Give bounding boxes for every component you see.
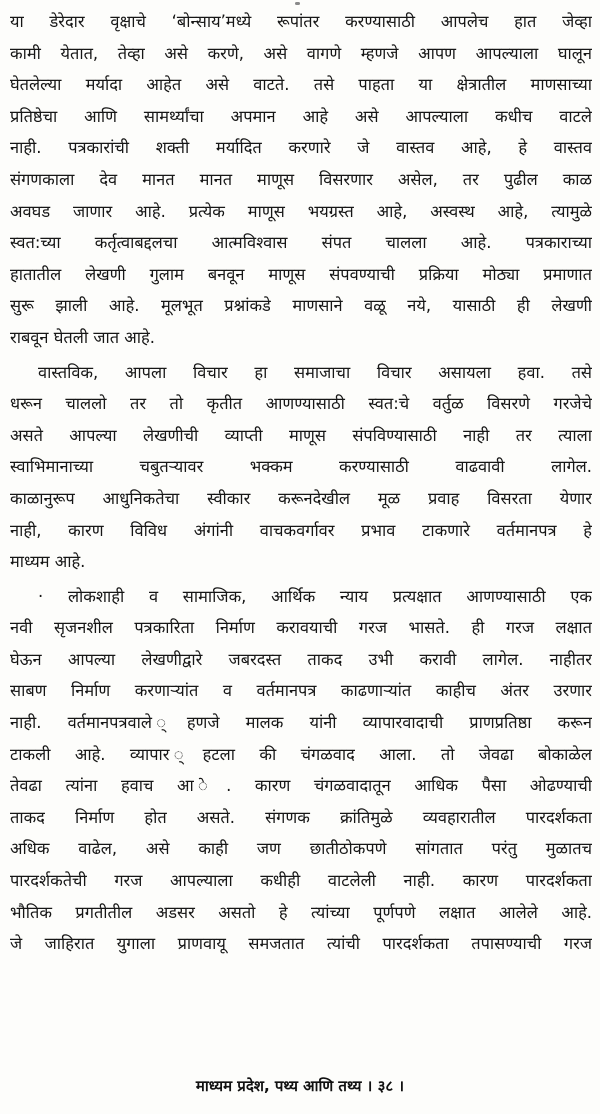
text-line: माध्यम आहे. bbox=[10, 552, 86, 572]
text-line: स्वाभिमानाच्या चबुतऱ्यावर भक्कम करण्यासाठी वाढवावी लागेल. bbox=[10, 457, 592, 477]
text-line: अवघड जाणार आहे. प्रत्येक माणूस भयग्रस्त आहे, अस्वस्थ आहे, त्यामुळे bbox=[10, 201, 592, 221]
text-line: ताकद निर्माण होत असते. संगणक क्रांतिमुळे व्यवहारातील पारदर्शकता bbox=[10, 807, 592, 827]
body-text bbox=[10, 6, 592, 963]
text-line: या डेरेदार वृक्षाचे ‘बोन्साय’मध्ये रूपांतर करण्यासाठी आपलेच हात जेव्हा bbox=[10, 12, 592, 31]
text-line: नवी सृजनशील पत्रकारिता निर्माण करावयाची गरज भासते. ही गरज लक्षात bbox=[10, 618, 592, 638]
text-line: धरून चाललो तर तो कृतीत आणण्यासाठी स्वत:चे वर्तुळ विसरणे गरजेचे bbox=[10, 394, 592, 414]
paragraph-3 bbox=[10, 581, 592, 960]
text-line: टाकली आहे. व्यापार ्हटला की चंगळवाद आला. तो जेवढा बोकाळेल bbox=[10, 744, 592, 764]
text-line: तेवढा त्यांना हवाच आ े. कारण चंगळवादातून आधिक पैसा ओढण्याची bbox=[10, 776, 592, 796]
paragraph-2 bbox=[10, 357, 592, 578]
text-line: भौतिक प्रगतीतील अडसर असतो हे त्यांच्या पूर्णपणे लक्षात आलेले आहे. bbox=[10, 902, 592, 922]
text-line: अधिक वाढेल, असे काही जण छातीठोकपणे सांगतात परंतु मुळातच bbox=[10, 839, 592, 859]
text-line: नाही. वर्तमानपत्रवाले ्हणजे मालक यांनी व्यापारवादाची प्राणप्रतिष्ठा करून bbox=[10, 713, 592, 733]
text-line: · लोकशाही व सामाजिक, आर्थिक न्याय प्रत्यक्षात आणण्यासाठी एक bbox=[38, 586, 592, 606]
scan-speck bbox=[295, 2, 300, 5]
text-line: संगणकाला देव मानत मानत माणूस विसरणार असेल, तर पुढील काळ bbox=[10, 169, 592, 189]
text-line: राबवून घेतली जात आहे. bbox=[10, 327, 155, 347]
text-line: प्रतिष्ठेचा आणि सामर्थ्यांचा अपमान आहे असे आपल्याला कधीच वाटले bbox=[10, 106, 592, 126]
text-line: असते आपल्या लेखणीची व्याप्ती माणूस संपविण्यासाठी नाही तर त्याला bbox=[10, 425, 592, 445]
text-line: वास्तविक, आपला विचार हा समाजाचा विचार असायला हवा. तसे bbox=[38, 362, 592, 382]
text-line: हातातील लेखणी गुलाम बनवून माणूस संपवण्याची प्रक्रिया मोठ्या प्रमाणात bbox=[10, 264, 592, 284]
text-line: साबण निर्माण करणाऱ्यांत व वर्तमानपत्र काढणाऱ्यांत काहीच अंतर उरणार bbox=[10, 681, 592, 701]
text-line: घेतलेल्या मर्यादा आहेत असे वाटते. तसे पाहता या क्षेत्रातील माणसाच्या bbox=[10, 75, 592, 95]
text-line: स्वत:च्या कर्तृत्वाबद्दलचा आत्मविश्वास संपत चालला आहे. पत्रकाराच्या bbox=[10, 233, 592, 253]
text-line: पारदर्शकतेची गरज आपल्याला कधीही वाटलेली नाही. कारण पारदर्शकता bbox=[10, 871, 592, 891]
text-line: काळानुरूप आधुनिकतेचा स्वीकार करूनदेखील मूळ प्रवाह विसरता येणार bbox=[10, 488, 592, 508]
text-line: नाही. पत्रकारांची शक्ती मर्यादित करणारे जे वास्तव आहे, हे वास्तव bbox=[10, 138, 592, 158]
text-line: नाही, कारण विविध अंगांनी वाचकवर्गावर प्रभाव टाकणारे वर्तमानपत्र हे bbox=[10, 520, 592, 540]
text-line: कामी येतात, तेव्हा असे करणे, असे वागणे म्हणजे आपण आपल्याला घालून bbox=[10, 43, 592, 63]
text-line: घेऊन आपल्या लेखणीद्वारे जबरदस्त ताकद उभी करावी लागेल. नाहीतर bbox=[10, 649, 592, 669]
paragraph-1 bbox=[10, 6, 592, 354]
text-line: सुरू झाली आहे. मूलभूत प्रश्नांकडे माणसाने वळू नये, यासाठी ही लेखणी bbox=[10, 296, 592, 316]
text-line: जे जाहिरात युगाला प्राणवायू समजतात त्यांची पारदर्शकता तपासण्याची गरज bbox=[10, 934, 592, 954]
page-footer: माध्यम प्रदेश, पथ्य आणि तथ्य । ३८ । bbox=[195, 1077, 405, 1095]
